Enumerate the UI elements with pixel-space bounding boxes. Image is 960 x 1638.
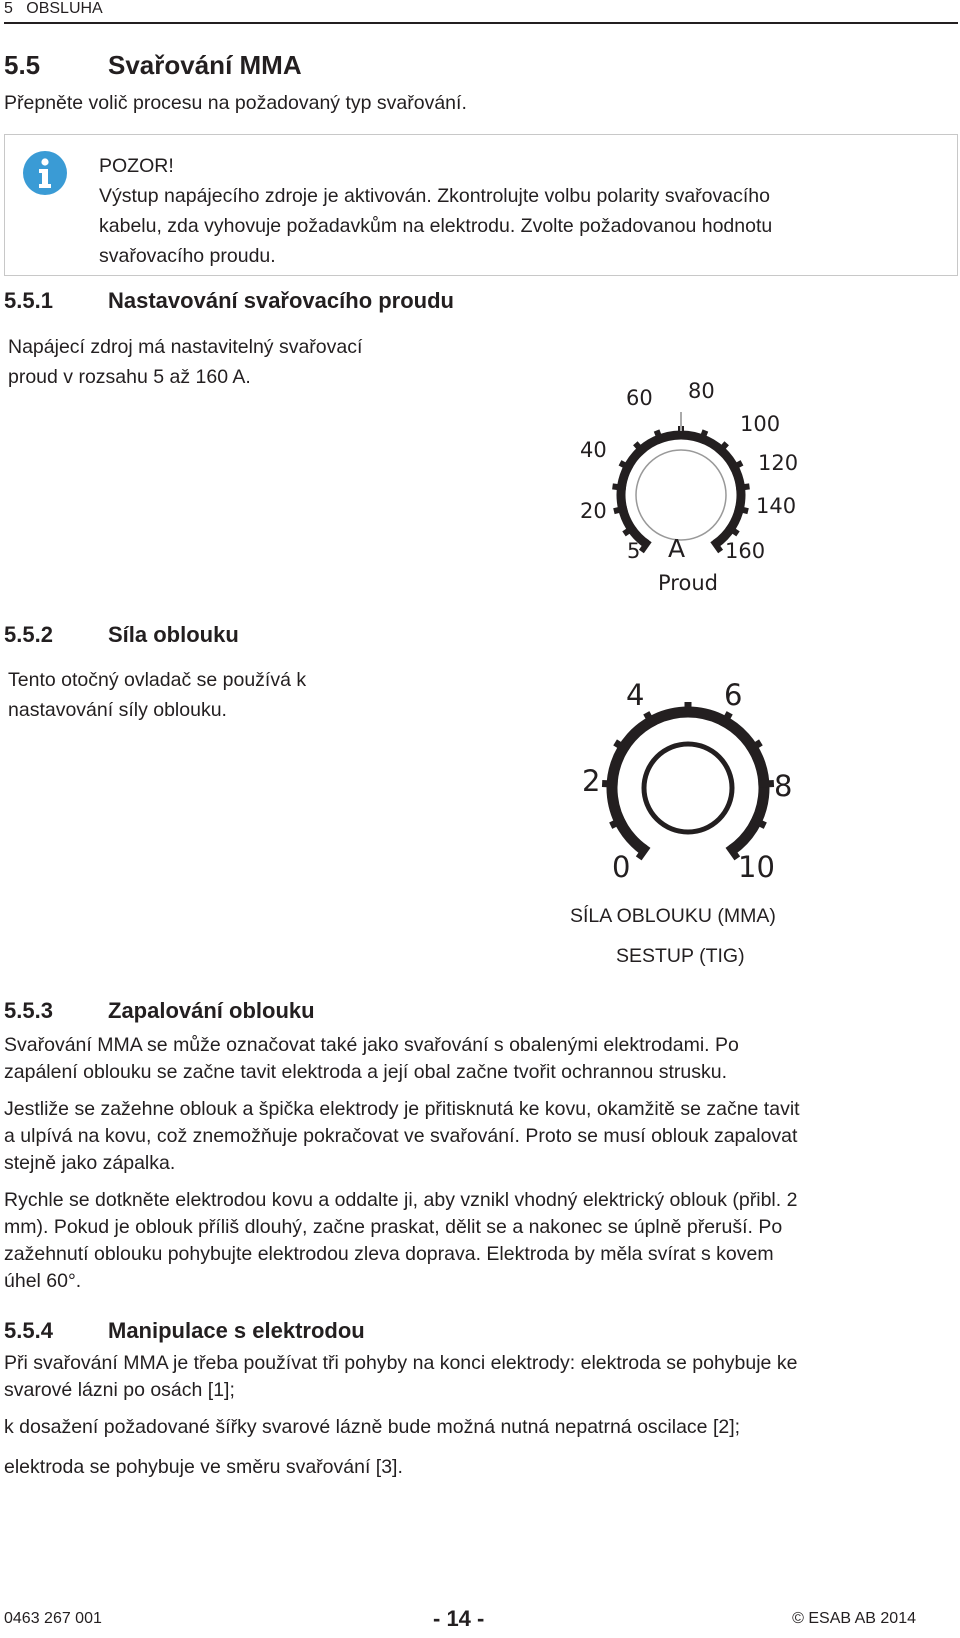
subsection-title: Manipulace s elektrodou bbox=[108, 1318, 365, 1343]
text-line: mm). Pokud je oblouk příliš dlouhý, začne praskat, dělit se a nakonec se úplně přeruší. Po bbox=[4, 1216, 783, 1238]
current-dial-label: 160 bbox=[725, 539, 766, 563]
current-dial bbox=[560, 375, 860, 625]
current-dial-caption: Proud bbox=[658, 571, 718, 595]
current-dial-label: 40 bbox=[580, 438, 607, 462]
current-dial-label: 120 bbox=[758, 451, 799, 475]
text-line: úhel 60°. bbox=[4, 1270, 82, 1292]
text-line: Tento otočný ovladač se používá k bbox=[8, 669, 307, 691]
current-dial-scale-arc bbox=[613, 426, 750, 552]
text-line: svarové lázni po osách [1]; bbox=[4, 1379, 235, 1401]
paragraph bbox=[4, 1096, 800, 1177]
subsection-number: 5.5.3 bbox=[4, 998, 53, 1023]
arc-dial-caption-mma: SÍLA OBLOUKU (MMA) bbox=[570, 905, 776, 927]
current-dial-label: 100 bbox=[740, 412, 781, 436]
running-header bbox=[4, 0, 103, 18]
current-dial-tick bbox=[735, 508, 748, 511]
section-number: 5.5 bbox=[4, 50, 41, 80]
section-title: Svařování MMA bbox=[108, 50, 302, 80]
info-icon bbox=[23, 151, 67, 195]
note-line: svařovacího proudu. bbox=[99, 245, 276, 267]
arc-dial-tick bbox=[758, 784, 774, 785]
page-number: - 14 - bbox=[433, 1606, 485, 1631]
paragraph bbox=[8, 665, 306, 725]
doc-number: 0463 267 001 bbox=[4, 1610, 102, 1627]
note-text bbox=[99, 151, 929, 271]
current-dial-knob bbox=[636, 450, 726, 540]
copyright: © ESAB AB 2014 bbox=[792, 1610, 916, 1627]
subsection-title: Síla oblouku bbox=[108, 622, 239, 647]
text-line: zapálení oblouku se začne tavit elektroda a její obal začne tvořit ochrannou strusku. bbox=[4, 1061, 728, 1083]
paragraph bbox=[4, 1350, 797, 1404]
note-line: kabelu, zda vyhovuje požadavkům na elektrodu. Zvolte požadovanou hodnotu bbox=[99, 215, 773, 237]
text-line: Při svařování MMA je třeba používat tři pohyby na konci elektrody: elektroda se pohybuje ke bbox=[4, 1352, 798, 1374]
text-line: a ulpívá na kovu, což znemožňuje pokračovat ve svařování. Proto se musí oblouk zapalovat bbox=[4, 1125, 798, 1147]
warning-note bbox=[4, 134, 958, 276]
subsection-title: Zapalování oblouku bbox=[108, 998, 315, 1023]
arc-dial-caption-tig: SESTUP (TIG) bbox=[616, 945, 745, 967]
arc-dial-label: 4 bbox=[626, 678, 645, 712]
header-rule bbox=[4, 22, 958, 24]
paragraph: elektroda se pohybuje ve směru svařování [3]. bbox=[4, 1456, 403, 1478]
text-line: stejně jako zápalka. bbox=[4, 1152, 176, 1174]
section-intro: Přepněte volič procesu na požadovaný typ svařování. bbox=[4, 92, 467, 114]
subsection-number: 5.5.4 bbox=[4, 1318, 53, 1343]
paragraph: k dosažení požadované šířky svarové lázně bude možná nutná nepatrná oscilace [2]; bbox=[4, 1416, 741, 1438]
current-dial-tick bbox=[613, 486, 626, 488]
current-dial-label: 140 bbox=[756, 494, 797, 518]
chapter-number: 5 bbox=[4, 0, 13, 17]
current-dial-tick bbox=[736, 486, 749, 488]
current-dial-label: 80 bbox=[688, 379, 715, 403]
text-line: Jestliže se zažehne oblouk a špička elektrody je přitisknutá ke kovu, okamžitě se začne tavit bbox=[4, 1098, 800, 1120]
arc-dial-label: 6 bbox=[724, 678, 743, 712]
current-dial-tick bbox=[614, 508, 627, 511]
text-line: zažehnutí oblouku pohybujte elektrodou zleva doprava. Elektroda by měla svírat s kovem bbox=[4, 1243, 774, 1265]
subsection-number: 5.5.2 bbox=[4, 622, 53, 647]
arc-dial-tick bbox=[602, 784, 618, 785]
current-dial-unit: A bbox=[668, 534, 686, 563]
current-dial-label: 20 bbox=[580, 499, 607, 523]
arc-force-dial bbox=[560, 675, 860, 910]
arc-dial-label: 0 bbox=[612, 850, 631, 884]
arc-dial-label: 2 bbox=[582, 764, 601, 798]
text-line: Napájecí zdroj má nastavitelný svařovací bbox=[8, 336, 363, 358]
chapter-title: OBSLUHA bbox=[26, 0, 103, 17]
current-dial-label: 5 bbox=[627, 539, 641, 563]
current-dial-label: 60 bbox=[626, 386, 653, 410]
arc-dial-knob bbox=[644, 744, 732, 832]
paragraph bbox=[4, 1032, 739, 1086]
subsection-title: Nastavování svařovacího proudu bbox=[108, 288, 454, 313]
note-line: Výstup napájecího zdroje je aktivován. Zkontrolujte volbu polarity svařovacího bbox=[99, 185, 770, 207]
arc-dial-label: 8 bbox=[774, 769, 793, 803]
paragraph bbox=[4, 1187, 797, 1295]
text-line: proud v rozsahu 5 až 160 A. bbox=[8, 366, 251, 388]
arc-dial-label: 10 bbox=[738, 850, 775, 884]
text-line: nastavování síly oblouku. bbox=[8, 699, 227, 721]
note-title: POZOR! bbox=[99, 155, 174, 177]
subsection-number: 5.5.1 bbox=[4, 288, 53, 313]
text-line: Svařování MMA se může označovat také jako svařování s obalenými elektrodami. Po bbox=[4, 1034, 739, 1056]
paragraph bbox=[8, 332, 362, 392]
text-line: Rychle se dotkněte elektrodou kovu a oddalte ji, aby vznikl vhodný elektrický oblouk (přibl. 2 bbox=[4, 1189, 798, 1211]
